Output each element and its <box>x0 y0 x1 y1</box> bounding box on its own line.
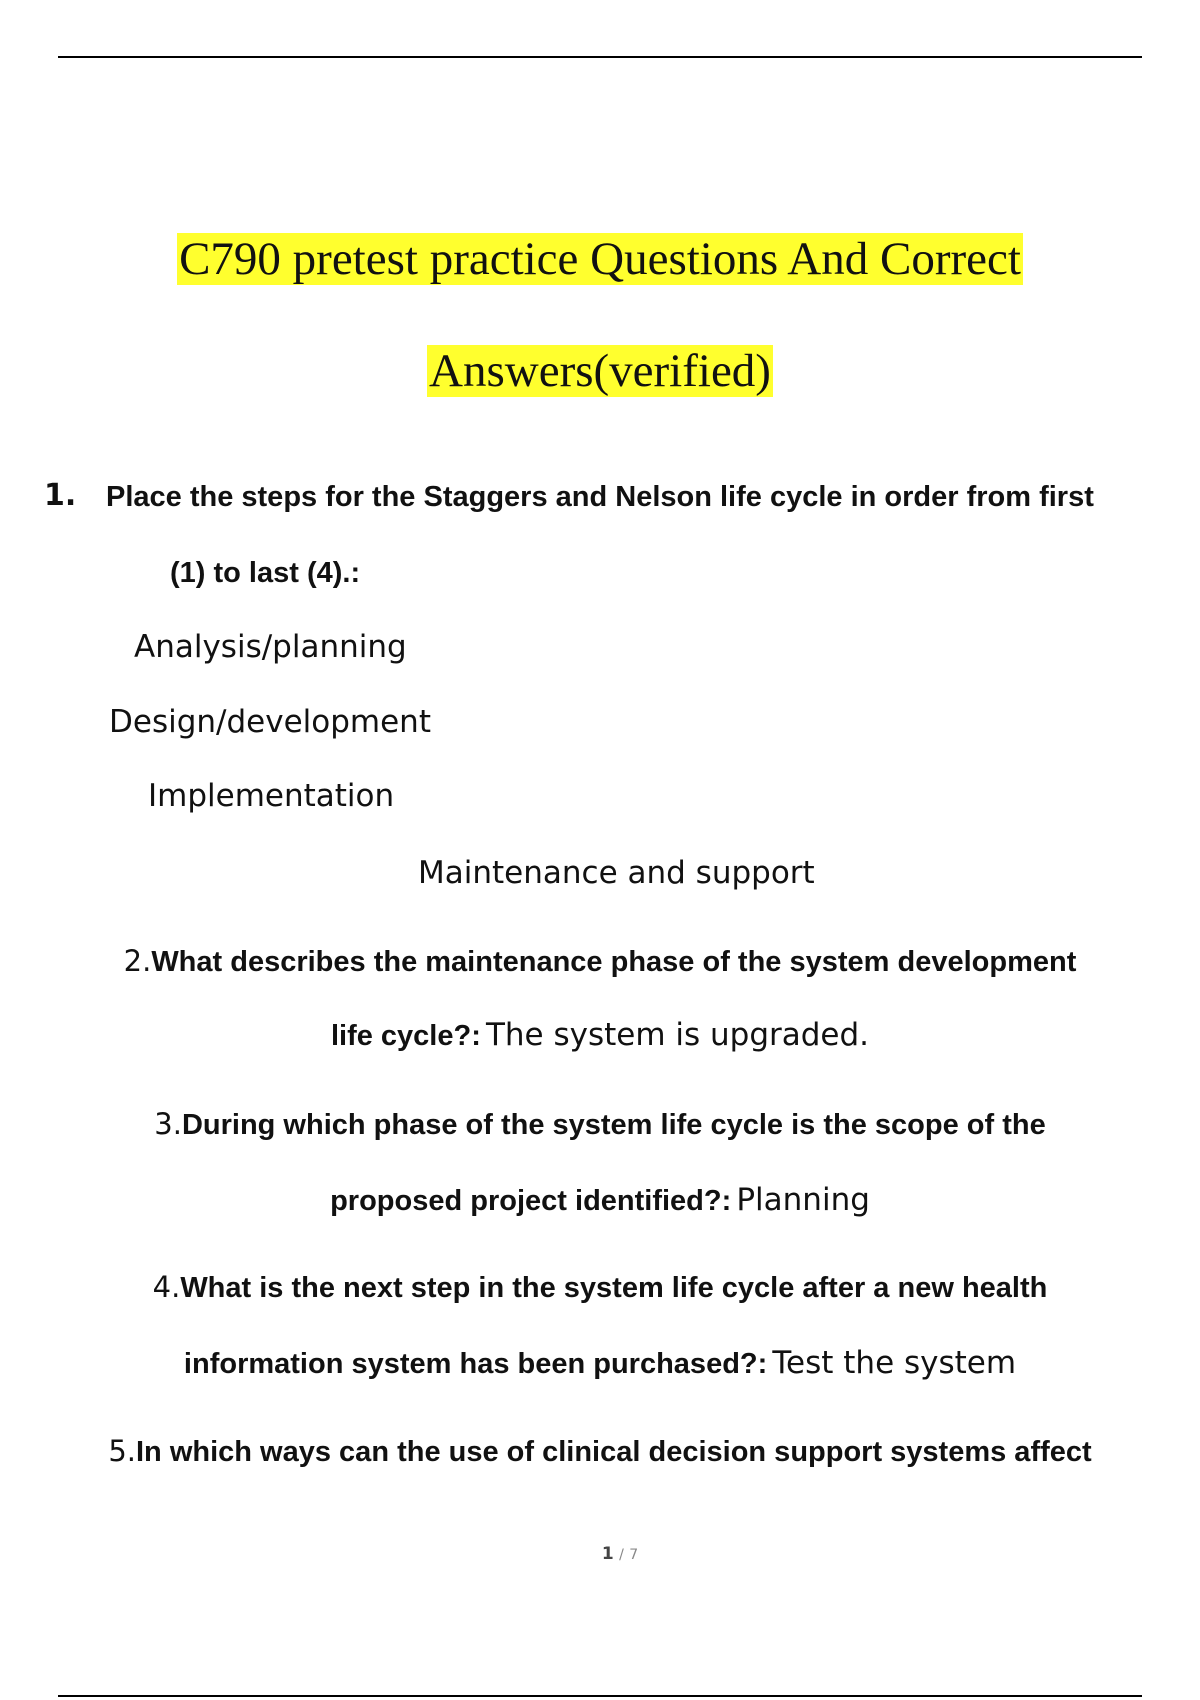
current-page: 1 <box>601 1544 614 1564</box>
question-line <box>0 941 1200 982</box>
question-number: 3. <box>154 1107 182 1141</box>
answer-item: Design/development <box>109 704 431 740</box>
title-line-1: C790 pretest practice Questions And Correct <box>179 233 1021 285</box>
question-text: What is the next step in the system life cycle after a new health <box>180 1272 1048 1304</box>
question-number: 2. <box>123 944 152 978</box>
answer-text: Test the system <box>772 1345 1017 1381</box>
answer-text: Planning <box>736 1182 870 1218</box>
question-line-continued <box>0 1015 1200 1056</box>
answer-item: Maintenance and support <box>418 855 815 891</box>
document-title <box>0 229 1200 289</box>
total-pages: 7 <box>629 1547 639 1563</box>
question-number: 1. <box>44 478 77 513</box>
answer-text: The system is upgraded. <box>485 1017 870 1053</box>
answer-item: Implementation <box>148 778 395 814</box>
question-text-continued: information system has been purchased?: <box>183 1348 768 1380</box>
page-indicator <box>0 1544 1200 1564</box>
question-text: Place the steps for the Staggers and Nelson life cycle in order from first <box>106 481 1094 513</box>
question-text: In which ways can the use of clinical decision support systems affect <box>136 1436 1092 1468</box>
question-line <box>0 1431 1200 1472</box>
question-text-continued: (1) to last (4).: <box>170 557 361 589</box>
question-text: What describes the maintenance phase of the system development <box>151 946 1077 978</box>
question-number: 4. <box>152 1270 181 1304</box>
top-rule <box>58 56 1142 58</box>
title-line-2: Answers(verified) <box>429 345 771 397</box>
answer-item: Analysis/planning <box>134 629 407 665</box>
document-title-continued <box>0 341 1200 401</box>
page-separator: / <box>619 1547 624 1563</box>
question-number: 5. <box>108 1434 136 1468</box>
question-text-continued: life cycle?: <box>330 1020 481 1052</box>
question-text: During which phase of the system life cycle is the scope of the <box>181 1109 1046 1141</box>
question-text-continued: proposed project identified?: <box>330 1185 732 1217</box>
question-line <box>0 1267 1200 1308</box>
question-line-continued <box>0 1180 1200 1221</box>
bottom-rule <box>58 1695 1142 1697</box>
question-line-continued <box>0 1343 1200 1384</box>
question-line <box>0 1104 1200 1145</box>
